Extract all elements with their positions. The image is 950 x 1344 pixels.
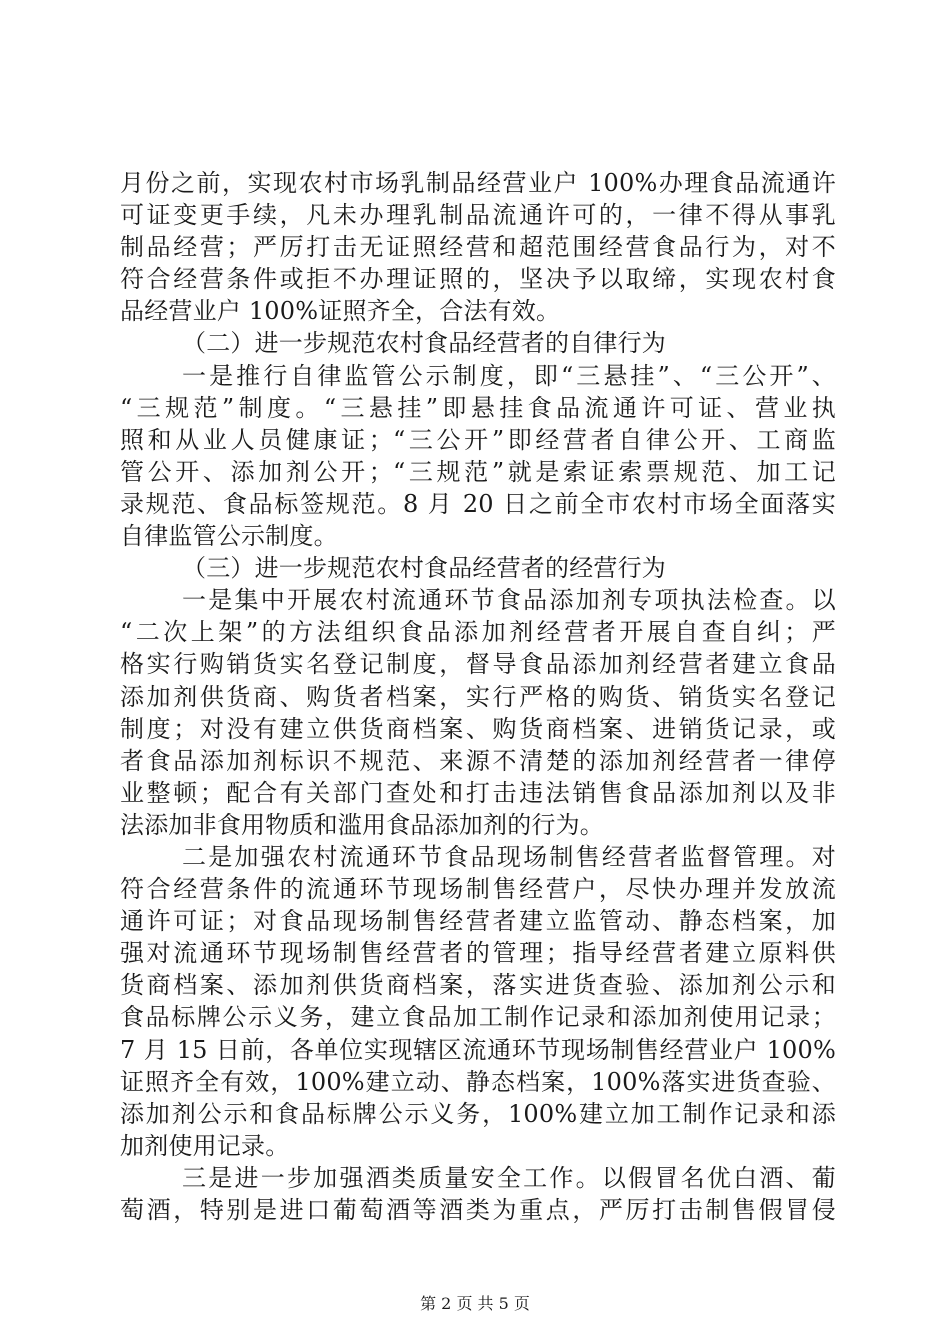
text-line: 制品经营；严厉打击无证照经营和超范围经营食品行为，对不: [120, 233, 836, 262]
page-footer: 第 2 页 共 5 页: [420, 1294, 530, 1313]
text-line: 一是集中开展农村流通环节食品添加剂专项执法检查。以: [182, 586, 836, 615]
text-line: 管公开、添加剂公开；“三规范”就是索证索票规范、加工记: [120, 457, 836, 486]
text-line: 加剂使用记录。: [120, 1131, 290, 1160]
text-line: 法添加非食用物质和滥用食品添加剂的行为。: [120, 810, 604, 839]
text-line: 添加剂公示和食品标牌公示义务，100%建立加工制作记录和添: [120, 1099, 836, 1128]
text-line: 一是推行自律监管公示制度，即“三悬挂”、“三公开”、: [182, 361, 836, 390]
text-line: 制度；对没有建立供货商档案、购货商档案、进销货记录，或: [120, 714, 836, 743]
text-line: “二次上架”的方法组织食品添加剂经营者开展自查自纠；严: [120, 618, 836, 647]
text-line: 符合经营条件或拒不办理证照的，坚决予以取缔，实现农村食: [120, 265, 836, 294]
text-line: 二是加强农村流通环节食品现场制售经营者监督管理。对: [182, 842, 836, 871]
text-line: 货商档案、添加剂供货商档案，落实进货查验、添加剂公示和: [120, 971, 836, 1000]
text-line: 添加剂供货商、购货者档案，实行严格的购货、销货实名登记: [120, 682, 836, 711]
text-line: 证照齐全有效，100%建立动、静态档案，100%落实进货查验、: [120, 1067, 836, 1096]
text-line: 7 月 15 日前，各单位实现辖区流通环节现场制售经营业户 100%: [120, 1035, 836, 1064]
text-line: （三）进一步规范农村食品经营者的经营行为: [182, 554, 666, 583]
document-body: [120, 167, 836, 1226]
text-line: 录规范、食品标签规范。8 月 20 日之前全市农村市场全面落实: [120, 489, 836, 518]
text-line: 照和从业人员健康证；“三公开”即经营者自律公开、工商监: [120, 425, 836, 454]
text-line: 月份之前，实现农村市场乳制品经营业户 100%办理食品流通许: [120, 169, 836, 197]
text-line: “三规范”制度。“三悬挂”即悬挂食品流通许可证、营业执: [120, 393, 836, 422]
text-line: 业整顿；配合有关部门查处和打击违法销售食品添加剂以及非: [120, 778, 836, 807]
text-line: 可证变更手续，凡未办理乳制品流通许可的，一律不得从事乳: [120, 201, 836, 230]
text-line: 萄酒，特别是进口葡萄酒等酒类为重点，严厉打击制售假冒侵: [120, 1196, 836, 1224]
text-line: 符合经营条件的流通环节现场制售经营户，尽快办理并发放流: [120, 875, 836, 904]
text-line: 通许可证；对食品现场制售经营者建立监管动、静态档案，加: [120, 907, 836, 936]
text-line: （二）进一步规范农村食品经营者的自律行为: [182, 329, 666, 358]
text-line: 三是进一步加强酒类质量安全工作。以假冒名优白酒、葡: [182, 1163, 836, 1192]
text-line: 自律监管公示制度。: [120, 522, 338, 551]
text-line: 品经营业户 100%证照齐全，合法有效。: [120, 297, 561, 326]
text-line: 格实行购销货实名登记制度，督导食品添加剂经营者建立食品: [120, 650, 836, 679]
text-line: 食品标牌公示义务，建立食品加工制作记录和添加剂使用记录；: [120, 1003, 836, 1032]
text-line: 强对流通环节现场制售经营者的管理；指导经营者建立原料供: [120, 939, 836, 968]
text-line: 者食品添加剂标识不规范、来源不清楚的添加剂经营者一律停: [120, 746, 836, 775]
